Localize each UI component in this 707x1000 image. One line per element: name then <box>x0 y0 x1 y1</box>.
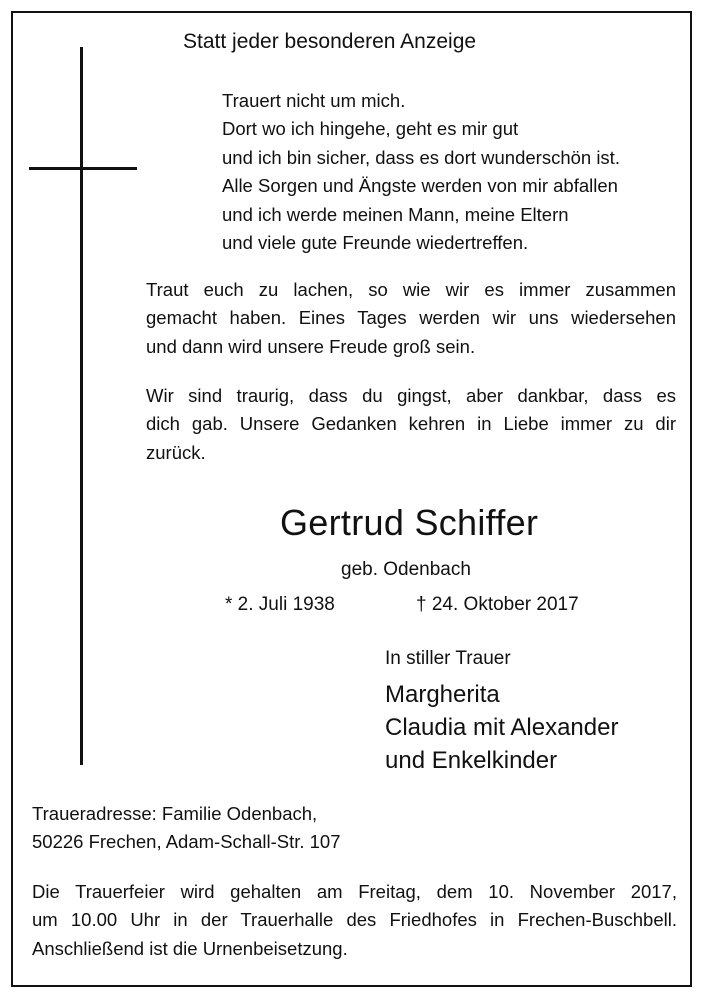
service-line: Die Trauerfeier wird gehalten am Freitag, dem 10. November 2017, <box>32 881 677 902</box>
paragraph-line: Wir sind traurig, dass du gingst, aber dankbar, dass es <box>146 385 676 406</box>
cross-icon-bar <box>29 167 137 170</box>
poem-line: Dort wo ich hingehe, geht es mir gut <box>222 118 519 140</box>
address-line: Traueradresse: Familie Odenbach, <box>32 803 318 824</box>
paragraph-line: dich gab. Unsere Gedanken kehren in Liebe immer zu dir <box>146 413 676 435</box>
cross-icon <box>80 47 83 765</box>
poem <box>222 87 620 257</box>
poem-line: und viele gute Freunde wiedertreffen. <box>222 232 529 254</box>
mourners-list <box>385 678 618 777</box>
paragraph-laugh <box>146 276 676 361</box>
poem-line: Alle Sorgen und Ängste werden von mir abfallen <box>222 175 618 197</box>
service-line: Anschließend ist die Urnenbeisetzung. <box>32 937 348 959</box>
paragraph-line: und dann wird unsere Freude groß sein. <box>146 335 476 357</box>
header-text: Statt jeder besonderen Anzeige <box>183 30 477 53</box>
funeral-service-info <box>32 878 677 963</box>
poem-line: Trauert nicht um mich. <box>222 90 406 111</box>
mourning-address <box>32 800 341 857</box>
paragraph-line: zurück. <box>146 441 206 463</box>
mourner-name: Claudia mit Alexander <box>385 714 619 741</box>
mourner-name: und Enkelkinder <box>385 747 558 774</box>
poem-line: und ich bin sicher, dass es dort wunderschön ist. <box>222 146 620 168</box>
deceased-name: Gertrud Schiffer <box>280 502 539 543</box>
mourner-name: Margherita <box>385 681 500 708</box>
paragraph-line: gemacht haben. Eines Tages werden wir uns wiedersehen <box>146 307 676 329</box>
birth-date: * 2. Juli 1938 <box>225 594 335 615</box>
birth-name: geb. Odenbach <box>341 559 471 580</box>
mourning-label: In stiller Trauer <box>385 648 511 669</box>
death-date: † 24. Oktober 2017 <box>416 594 579 615</box>
address-line: 50226 Frechen, Adam-Schall-Str. 107 <box>32 831 341 853</box>
service-line: um 10.00 Uhr in der Trauerhalle des Friedhofes in Frechen-Buschbell. <box>32 909 677 931</box>
paragraph-line: Traut euch zu lachen, so wie wir es immer zusammen <box>146 279 676 300</box>
paragraph-sad <box>146 382 676 467</box>
poem-line: und ich werde meinen Mann, meine Eltern <box>222 203 569 225</box>
